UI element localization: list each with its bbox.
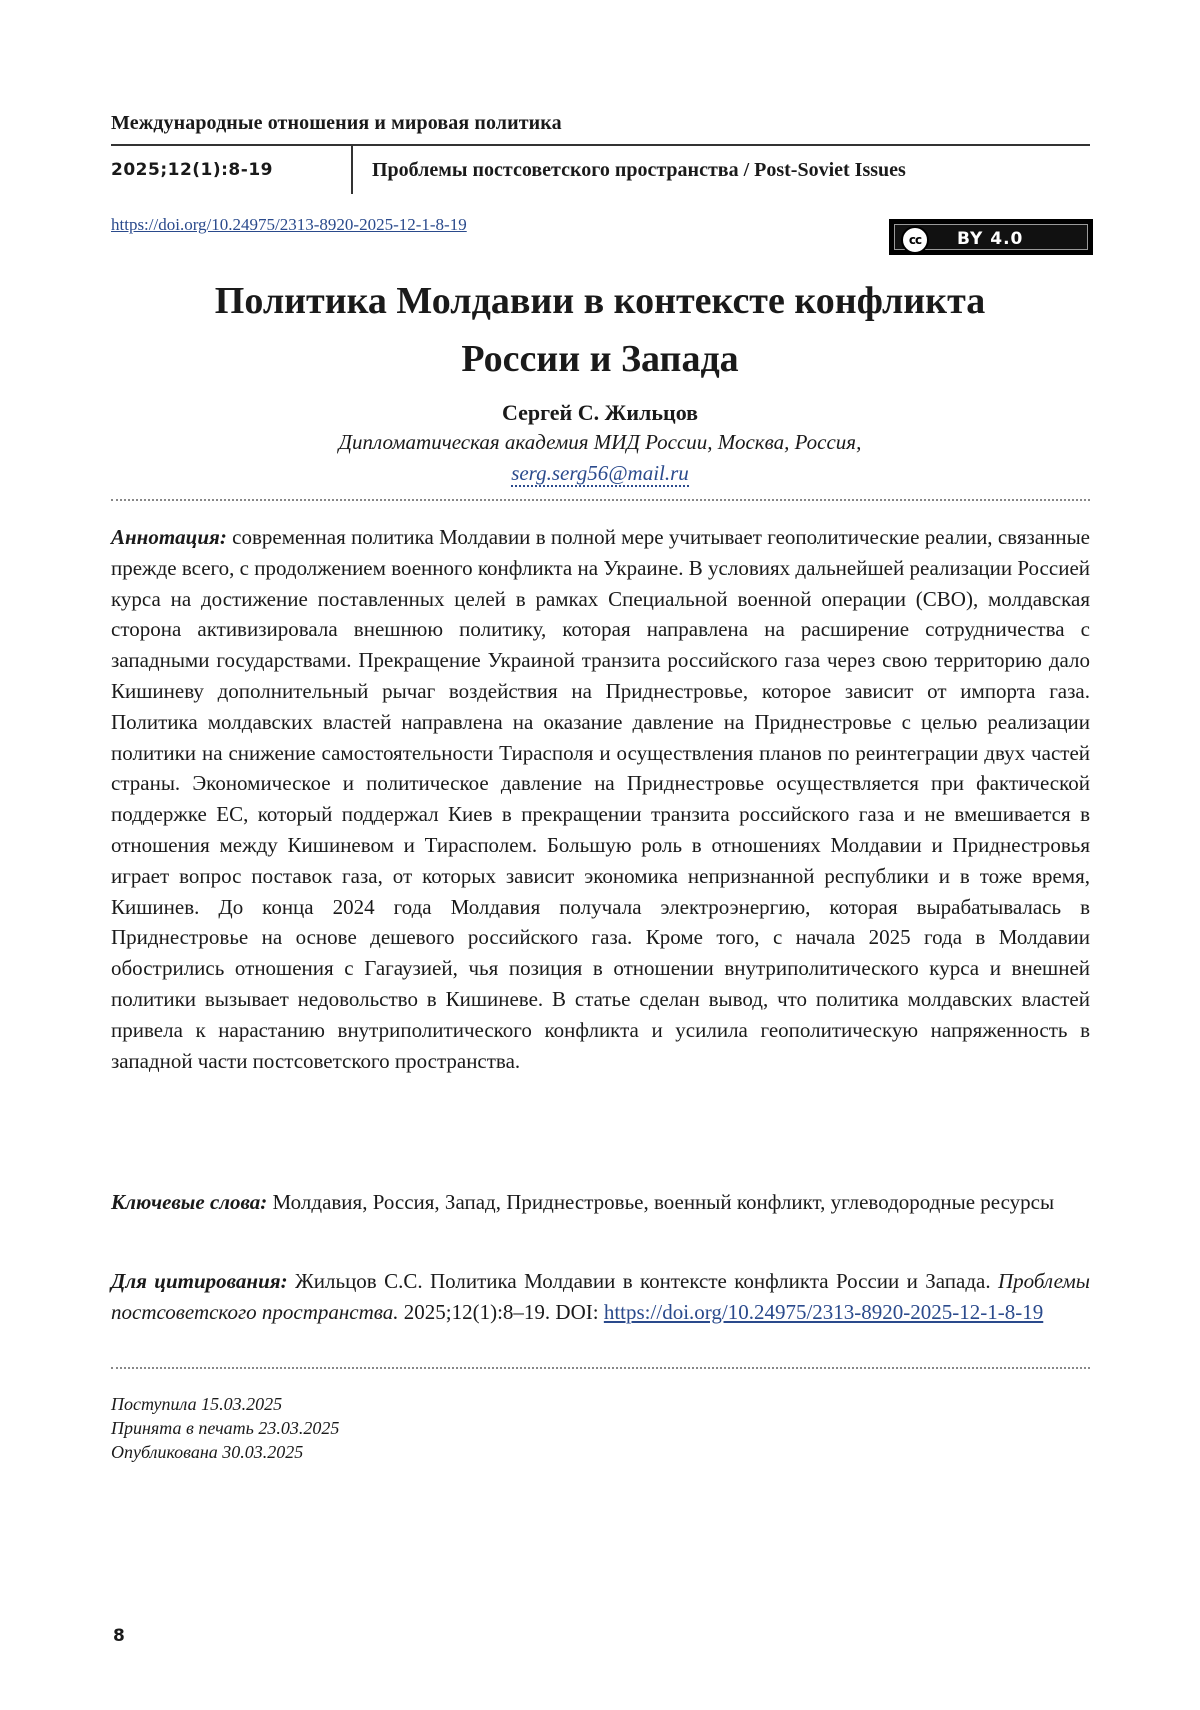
keywords xyxy=(111,1187,1090,1218)
citation-doi-link[interactable]: https://doi.org/10.24975/2313-8920-2025-12-1-8-19 xyxy=(604,1300,1043,1324)
header-separator xyxy=(351,146,353,194)
doi-link[interactable]: https://doi.org/10.24975/2313-8920-2025-12-1-8-19 xyxy=(111,215,467,235)
page-number: 8 xyxy=(113,1626,125,1646)
author-affiliation: Дипломатическая академия МИД России, Москва, Россия, xyxy=(100,430,1100,455)
email-link[interactable]: serg.serg56@mail.ru xyxy=(511,461,689,487)
citation xyxy=(111,1266,1090,1327)
citation-ref: 2025;12(1):8–19. DOI: xyxy=(404,1300,599,1324)
author-email[interactable] xyxy=(100,461,1100,486)
article-page xyxy=(0,0,1200,1710)
author-name: Сергей С. Жильцов xyxy=(100,400,1100,426)
abstract-label: Аннотация: xyxy=(111,525,227,549)
license-label: BY 4.0 xyxy=(957,225,1023,253)
section-title: Международные отношения и мировая политика xyxy=(111,112,562,135)
issue-reference: 2025;12(1):8-19 xyxy=(111,160,273,180)
title-line-1: Политика Молдавии в контексте конфликта xyxy=(100,272,1100,330)
cc-badge-inner xyxy=(894,224,1088,250)
divider-bottom xyxy=(111,1367,1090,1369)
article-title xyxy=(100,272,1100,388)
date-accepted: Принята в печать 23.03.2025 xyxy=(111,1416,339,1440)
header-rule xyxy=(111,144,1090,146)
abstract-text: современная политика Молдавии в полной мере учитывает геополитические реалии, связанные прежде всего, с продолжением военного конфликта на Украине. В условиях дальнейшей реализации Россией курса на достижение поставленных целей в рамках Специальной военной операции (СВО), молдавская сторона активизировала внешнюю политику, которая направлена на расширение сотрудничества с западными государствами. Прекращение Украиной транзита российского газа через свою территорию дало Кишиневу дополнительный рычаг воздействия на Приднестровье, которое зависит от импорта газа. Политика молдавских властей направлена на оказание давление на Приднестровье с целью реализации политики на снижение самостоятельности Тирасполя и осуществления планов по реинтеграции двух частей страны. Экономическое и политическое давление на Приднестровье осуществляется при фактической поддержке ЕС, который поддержал Киев в прекращении транзита российского газа и не вмешивается в отношения между Кишиневом и Тирасполем. Большую роль в отношениях Молдавии и Приднестровья играет вопрос поставок газа, от которых зависит экономика непризнанной республики и в тоже время, Кишинев. До конца 2024 года Молдавия получала электроэнергию, которая вырабатывалась в Приднестровье на основе дешевого российского газа. Кроме того, с начала 2025 года в Молдавии обострились отношения с Гагаузией, чья позиция в отношении внутриполитического курса и внешней политики вызывает недовольство в Кишиневе. В статье сделан вывод, что политика молдавских властей привела к нарастанию внутриполитического конфликта и усилила геополитическую напряженность в западной части постсоветского пространства. xyxy=(111,525,1090,1073)
citation-text: Жильцов С.С. Политика Молдавии в контексте конфликта России и Запада. xyxy=(295,1269,991,1293)
cc-license-badge[interactable] xyxy=(889,219,1093,255)
title-line-2: России и Запада xyxy=(100,330,1100,388)
cc-icon: cc xyxy=(901,226,929,254)
citation-label: Для цитирования: xyxy=(111,1269,288,1293)
citation-journal: Проблемы постсоветского пространства. xyxy=(111,1269,1090,1324)
date-published: Опубликована 30.03.2025 xyxy=(111,1440,339,1464)
keywords-text: Молдавия, Россия, Запад, Приднестровье, военный конфликт, углеводородные ресурсы xyxy=(273,1190,1055,1214)
date-received: Поступила 15.03.2025 xyxy=(111,1392,339,1416)
divider-top xyxy=(111,499,1090,501)
dates-block xyxy=(111,1392,339,1464)
abstract xyxy=(111,522,1090,1076)
keywords-label: Ключевые слова: xyxy=(111,1190,267,1214)
journal-name: Проблемы постсоветского пространства / Post-Soviet Issues xyxy=(372,159,906,182)
